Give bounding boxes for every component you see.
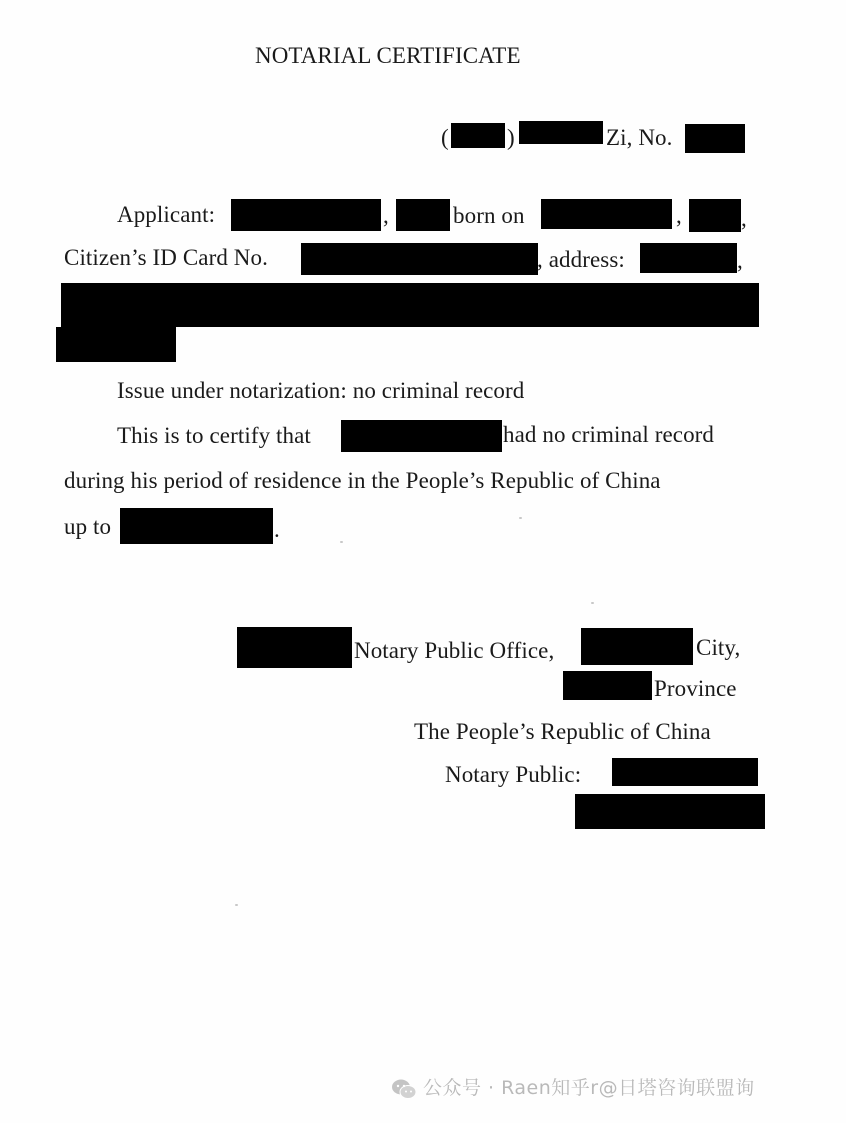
province-label: Province <box>654 676 737 701</box>
issue-under-notarization: Issue under notarization: no criminal record <box>117 378 525 403</box>
watermark-text: 公众号 · Raen知乎r@日塔咨询联盟询 <box>423 1077 755 1099</box>
redaction-applicant-name <box>231 199 381 231</box>
scan-speck <box>340 541 343 543</box>
redaction-notary-name <box>612 758 758 786</box>
redaction-end-date <box>120 508 273 544</box>
redaction-birth-date <box>541 199 672 229</box>
redaction-signature-date <box>575 794 765 829</box>
applicant-comma-4: , <box>737 248 743 273</box>
reference-zi-no: Zi, No. <box>606 125 673 150</box>
id-card-label: Citizen’s ID Card No. <box>64 245 268 270</box>
redaction-address-line-3 <box>56 327 176 362</box>
reference-close-paren: ) <box>507 125 515 150</box>
redaction-birth-place <box>689 199 741 232</box>
certify-text-line-3-period: . <box>274 517 280 542</box>
applicant-comma-2: , <box>676 203 682 228</box>
scan-speck <box>519 517 522 519</box>
reference-open-paren: ( <box>441 125 449 150</box>
redaction-applicant-gender <box>396 199 450 231</box>
notary-public-label: Notary Public: <box>445 762 582 787</box>
wechat-icon <box>391 1078 417 1100</box>
redaction-address-line-2 <box>61 283 759 327</box>
redaction-office-name <box>237 627 352 668</box>
redaction-reference-year <box>519 121 603 144</box>
applicant-comma-3: , <box>741 206 747 231</box>
applicant-label: Applicant: <box>117 202 216 227</box>
certify-text-line-2: during his period of residence in the People’s Republic of China <box>64 468 661 493</box>
redaction-city-name <box>581 628 693 665</box>
document-title: NOTARIAL CERTIFICATE <box>255 43 521 68</box>
address-label: , address: <box>537 247 625 272</box>
redaction-address-part-1 <box>640 243 737 273</box>
city-label: City, <box>696 635 741 660</box>
certify-text-part-1: This is to certify that <box>117 423 311 448</box>
scan-speck <box>235 904 238 906</box>
redaction-reference-number <box>685 124 745 153</box>
applicant-comma-1: , <box>383 203 389 228</box>
redaction-id-number <box>301 243 538 275</box>
notary-office-label: Notary Public Office, <box>354 638 555 663</box>
redaction-province-name <box>563 671 652 700</box>
redaction-certified-person <box>341 420 502 452</box>
certify-text-part-2: had no criminal record <box>503 422 715 447</box>
certify-text-line-3-prefix: up to <box>64 514 112 539</box>
redaction-reference-code <box>451 123 505 148</box>
applicant-born-on: born on <box>453 203 525 228</box>
country-label: The People’s Republic of China <box>414 719 711 744</box>
scan-speck <box>591 602 594 604</box>
